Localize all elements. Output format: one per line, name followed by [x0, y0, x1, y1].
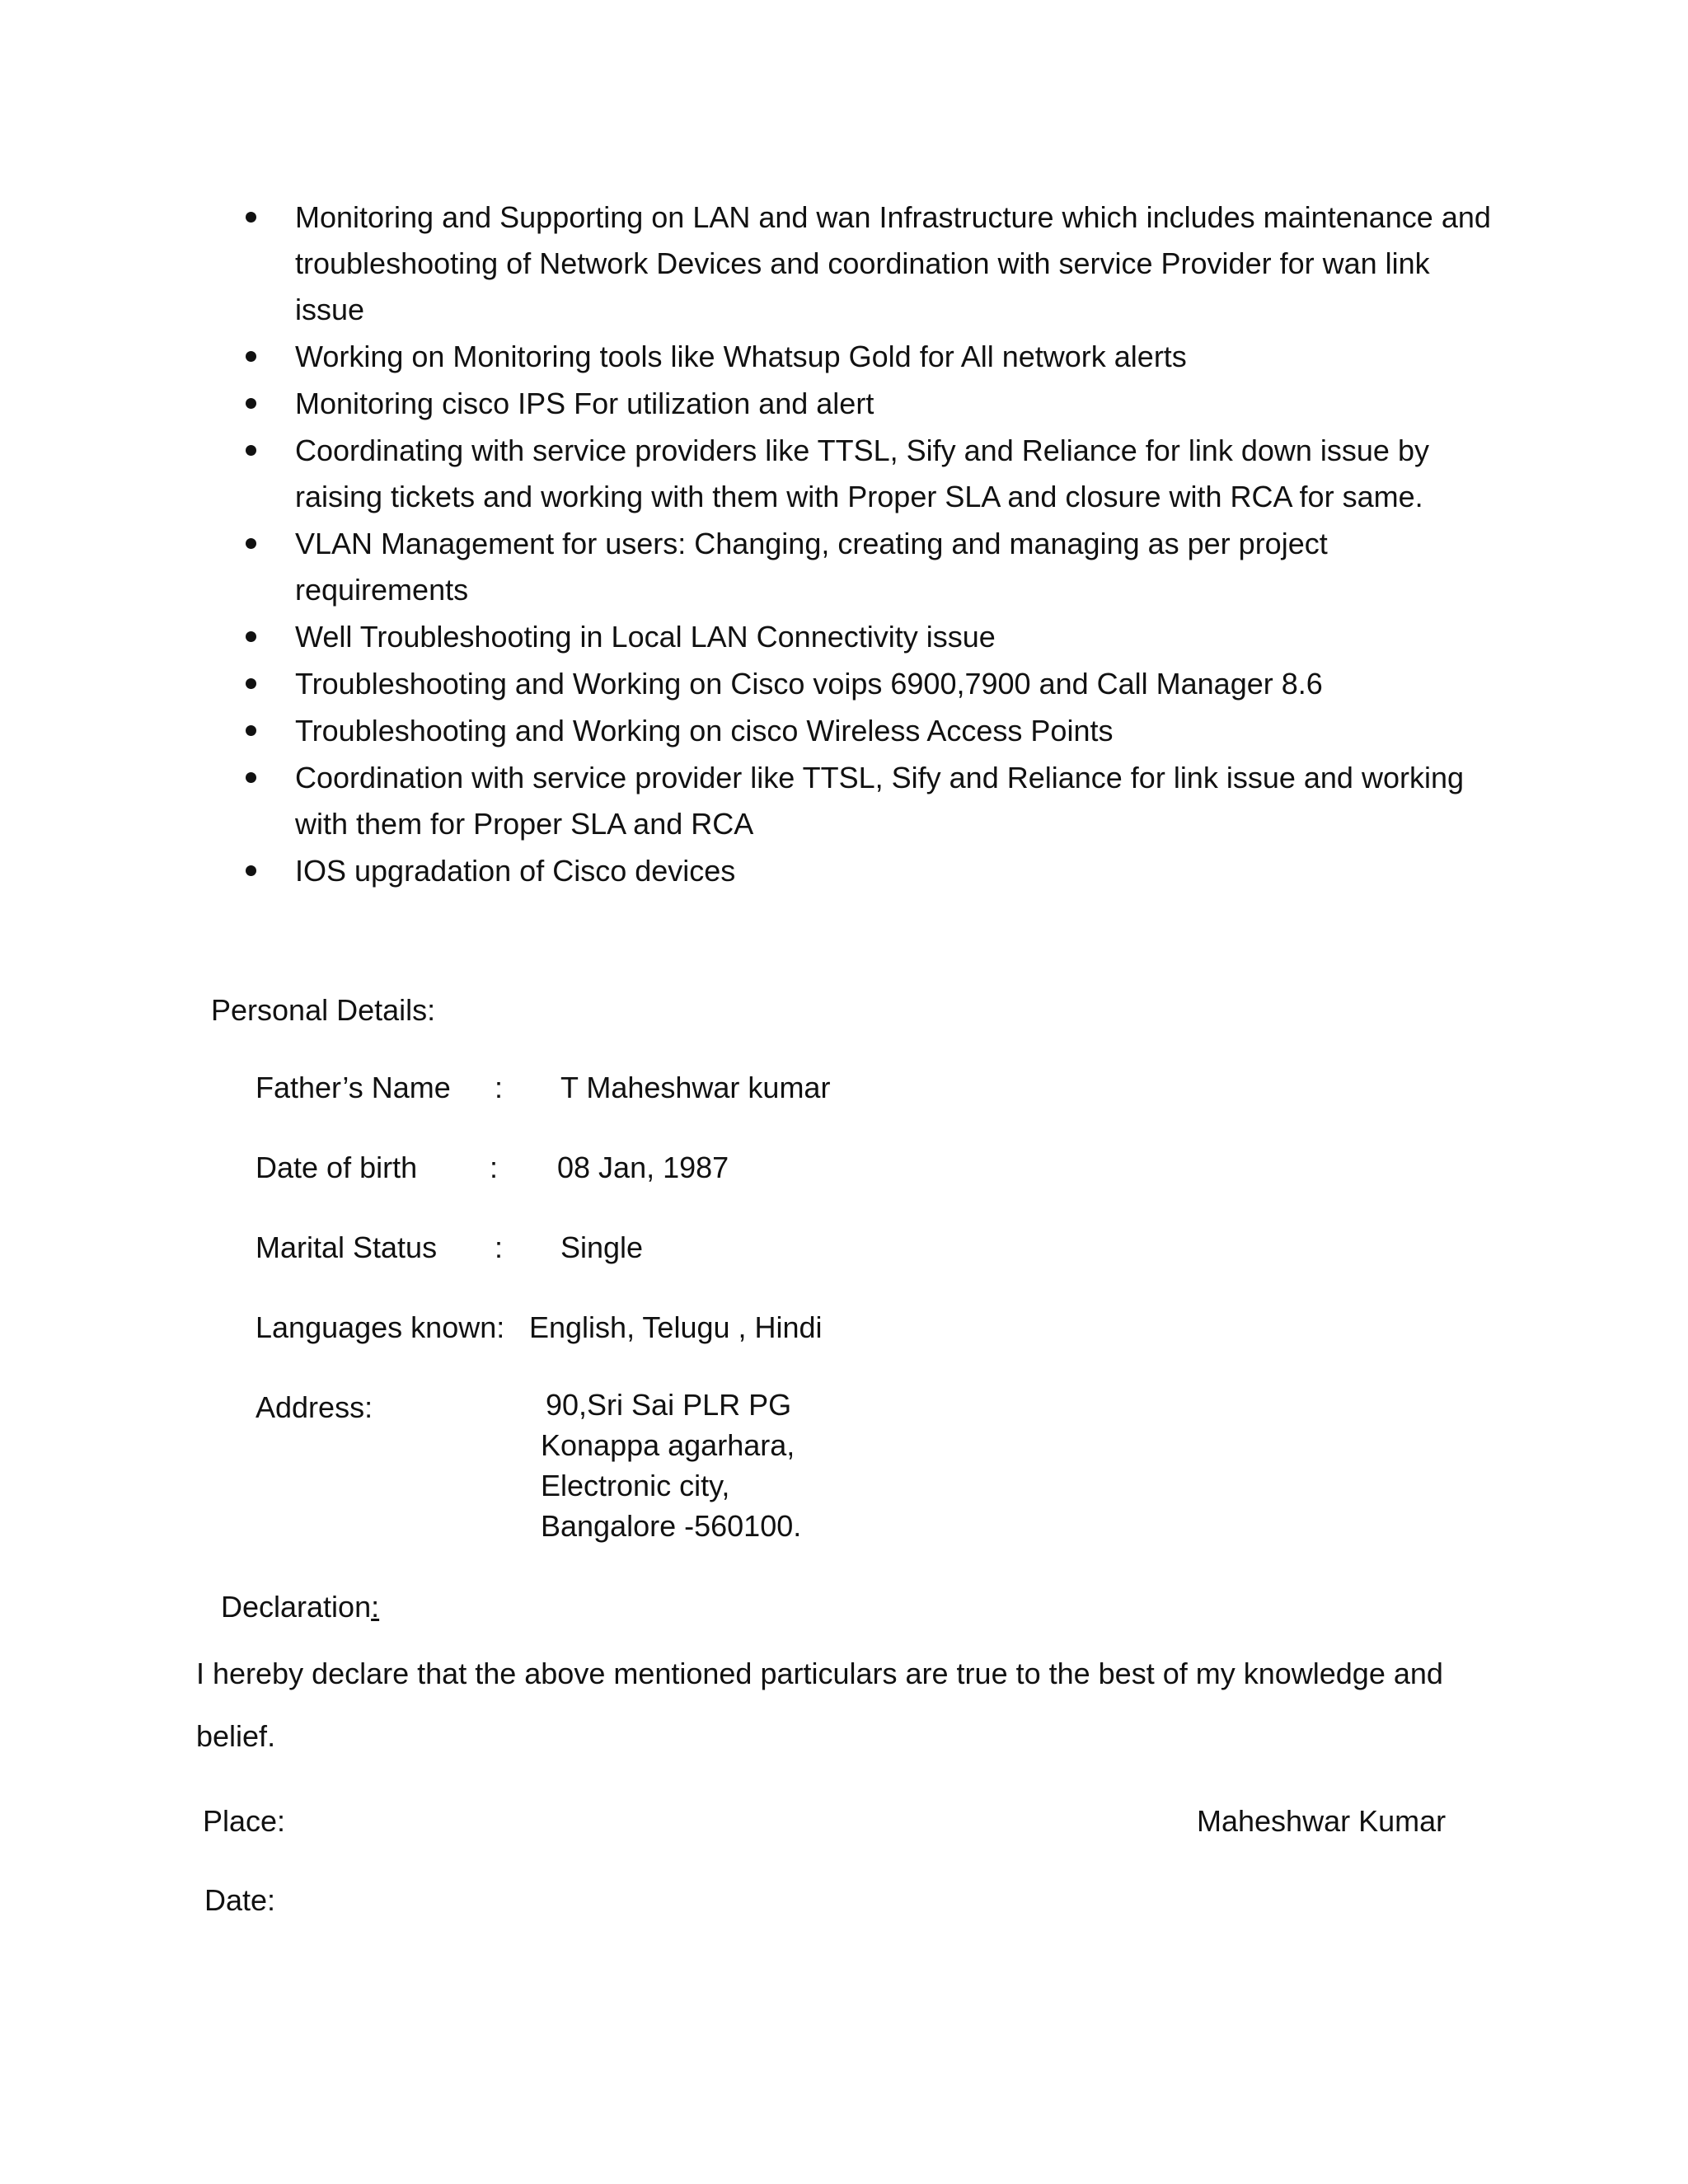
bullet-icon — [246, 398, 256, 409]
fathers-name-value: T Maheshwar kumar — [560, 1071, 831, 1104]
declaration-text: I hereby declare that the above mentioned particulars are true to the best of my knowledge and belief. — [196, 1657, 1443, 1753]
list-item-text: Monitoring and Supporting on LAN and wan Infrastructure which includes maintenance and troubleshooting of Network Devices and coordination with service Provider for wan link issue — [295, 200, 1491, 326]
separator-colon: : — [495, 1071, 504, 1104]
list-item — [239, 848, 1492, 894]
responsibilities-list — [239, 194, 1492, 895]
detail-row-address — [256, 1385, 1245, 1543]
personal-details-heading: Personal Details: — [211, 993, 436, 1027]
address-label: Address: — [256, 1390, 373, 1424]
list-item-text: Troubleshooting and Working on cisco Wireless Access Points — [295, 714, 1114, 748]
address-line: Electronic city, — [541, 1469, 730, 1502]
list-item — [239, 334, 1492, 380]
personal-details — [256, 1065, 1245, 1543]
list-item-text: Coordination with service provider like TTSL, Sify and Reliance for link issue and working with them for Proper SLA and RCA — [295, 761, 1464, 841]
bullet-icon — [246, 678, 256, 689]
bullet-icon — [246, 445, 256, 456]
dob-value: 08 Jan, 1987 — [557, 1151, 729, 1184]
list-item-text: Troubleshooting and Working on Cisco voips 6900,7900 and Call Manager 8.6 — [295, 667, 1323, 701]
signature-name: Maheshwar Kumar — [1197, 1804, 1447, 1838]
declaration-heading-colon: : — [371, 1590, 380, 1624]
bullet-icon — [246, 212, 256, 223]
list-item — [239, 661, 1492, 707]
separator-colon: : — [490, 1151, 499, 1184]
fathers-name-label: Father’s Name — [256, 1071, 451, 1104]
list-item — [239, 194, 1492, 333]
list-item-text: Well Troubleshooting in Local LAN Connectivity issue — [295, 620, 996, 654]
marital-status-label: Marital Status — [256, 1230, 438, 1264]
address-line: 90,Sri Sai PLR PG — [546, 1388, 792, 1422]
place-label: Place: — [203, 1804, 286, 1838]
languages-value: English, Telugu , Hindi — [529, 1310, 823, 1344]
declaration-heading-word: Declaration — [221, 1590, 372, 1624]
marital-status-value: Single — [560, 1230, 644, 1264]
list-item — [239, 381, 1492, 427]
declaration-heading — [221, 1584, 379, 1630]
list-item-text: IOS upgradation of Cisco devices — [295, 854, 736, 888]
languages-label: Languages known: — [256, 1310, 505, 1344]
detail-row-marital-status — [256, 1225, 1245, 1305]
bullet-icon — [246, 351, 256, 362]
detail-row-fathers-name — [256, 1065, 1245, 1145]
address-line: Bangalore -560100. — [541, 1509, 802, 1543]
list-item — [239, 521, 1492, 613]
list-item — [239, 614, 1492, 660]
bullet-icon — [246, 631, 256, 642]
address-line: Konappa agarhara, — [541, 1428, 795, 1462]
detail-row-dob — [256, 1145, 1245, 1225]
list-item — [239, 755, 1492, 847]
bullet-icon — [246, 772, 256, 783]
address-value — [541, 1385, 802, 1546]
separator-colon: : — [495, 1230, 504, 1264]
list-item — [239, 428, 1492, 520]
list-item-text: Monitoring cisco IPS For utilization and alert — [295, 387, 874, 420]
dob-label: Date of birth — [256, 1151, 418, 1184]
list-item — [239, 708, 1492, 754]
detail-row-languages — [256, 1305, 1245, 1385]
list-item-text: Coordinating with service providers like TTSL, Sify and Reliance for link down issue by raising tickets and working with them with Proper SLA and closure with RCA for same. — [295, 434, 1429, 513]
bullet-icon — [246, 725, 256, 736]
bullet-icon — [246, 538, 256, 549]
list-item-text: VLAN Management for users: Changing, creating and managing as per project requirements — [295, 527, 1328, 607]
bullet-icon — [246, 865, 256, 876]
list-item-text: Working on Monitoring tools like Whatsup Gold for All network alerts — [295, 340, 1187, 373]
date-label: Date: — [204, 1883, 276, 1917]
